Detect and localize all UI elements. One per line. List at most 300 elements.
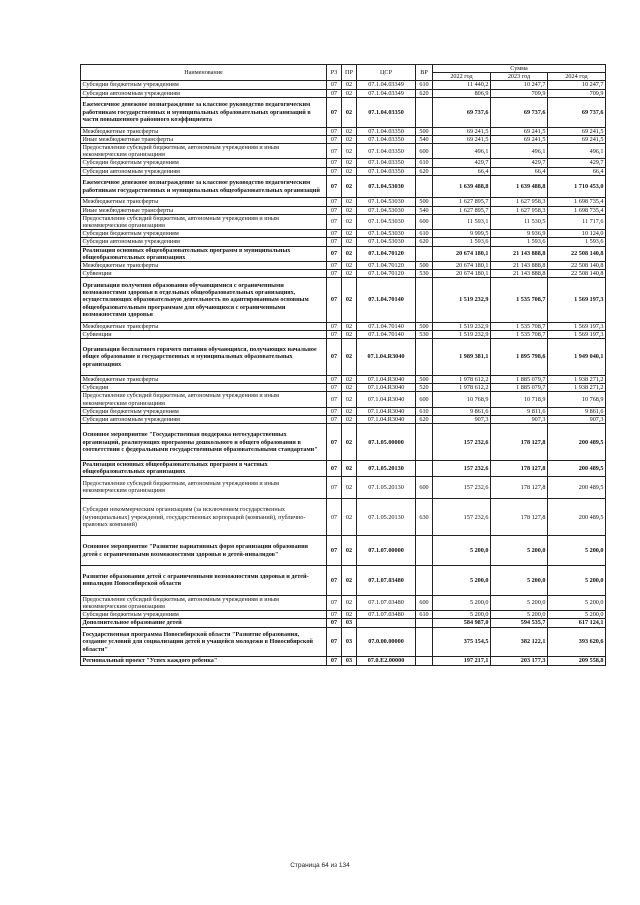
cell-2024: 10 768,9 xyxy=(548,392,606,407)
cell-2024: 1 698 735,4 xyxy=(548,198,606,206)
cell-2022: 5 200,0 xyxy=(433,536,491,566)
cell-2024: 69 241,5 xyxy=(548,127,606,135)
cell-pr: 02 xyxy=(342,206,357,214)
cell-2024: 5 200,0 xyxy=(548,536,606,566)
cell-vr: 610 xyxy=(416,81,433,89)
cell-2024: 496,1 xyxy=(548,144,606,159)
cell-2022: 10 768,9 xyxy=(433,392,491,407)
cell-2024: 709,9 xyxy=(548,89,606,97)
cell-2023: 21 143 888,8 xyxy=(491,270,548,278)
cell-2023: 178 127,8 xyxy=(491,499,548,536)
cell-csr: 07.1.04.03350 xyxy=(357,167,416,175)
cell-2024: 200 489,5 xyxy=(548,461,606,476)
cell-name: Основное мероприятие "Развитие вариативных форм организации образования детей с ограниченными возможностями здоровья и детей-инвалидов" xyxy=(81,536,327,566)
cell-vr: 500 xyxy=(416,322,433,330)
cell-pr: 02 xyxy=(342,536,357,566)
header-pr: ПР xyxy=(342,65,357,81)
cell-vr xyxy=(416,424,433,461)
table-row xyxy=(81,339,606,376)
cell-2022: 375 154,5 xyxy=(433,627,491,657)
cell-name: Субсидии бюджетным учреждениям xyxy=(81,611,327,619)
cell-vr xyxy=(416,339,433,376)
cell-2024: 10 124,0 xyxy=(548,230,606,238)
cell-2024: 22 508 140,8 xyxy=(548,270,606,278)
table-row xyxy=(81,566,606,596)
cell-2022: 157 232,6 xyxy=(433,424,491,461)
cell-pr: 02 xyxy=(342,424,357,461)
cell-csr: 07.1.07.03480 xyxy=(357,595,416,610)
cell-2024: 200 489,5 xyxy=(548,476,606,499)
cell-pr: 02 xyxy=(342,330,357,338)
cell-2023: 496,1 xyxy=(491,144,548,159)
cell-rz: 07 xyxy=(327,595,342,610)
cell-vr xyxy=(416,97,433,127)
cell-name: Государственная программа Новосибирской области "Развитие образования, создание условий для социализации детей и учащейся молодежи в Новосибирской области" xyxy=(81,627,327,657)
cell-rz: 07 xyxy=(327,167,342,175)
cell-pr: 02 xyxy=(342,476,357,499)
cell-2024: 1 938 271,2 xyxy=(548,384,606,392)
cell-pr: 02 xyxy=(342,81,357,89)
cell-2022: 197 217,1 xyxy=(433,657,491,665)
cell-vr: 540 xyxy=(416,206,433,214)
cell-name: Субвенции xyxy=(81,270,327,278)
cell-pr: 02 xyxy=(342,566,357,596)
cell-name: Субсидии xyxy=(81,384,327,392)
cell-csr: 07.1.04.R3040 xyxy=(357,376,416,384)
cell-2022: 157 232,6 xyxy=(433,476,491,499)
page-number: Страница 64 из 134 xyxy=(290,862,350,869)
table-row xyxy=(81,595,606,610)
cell-name: Предоставление субсидий бюджетным, автономным учреждениям и иным некоммерческим организациям xyxy=(81,214,327,229)
cell-vr: 540 xyxy=(416,135,433,143)
cell-csr: 07.1.05.00000 xyxy=(357,424,416,461)
table-row xyxy=(81,144,606,159)
cell-2022: 157 232,6 xyxy=(433,461,491,476)
cell-pr: 03 xyxy=(342,627,357,657)
cell-2023: 1 885 079,7 xyxy=(491,384,548,392)
table-row xyxy=(81,206,606,214)
cell-2022: 584 987,0 xyxy=(433,619,491,627)
cell-2024: 5 200,0 xyxy=(548,611,606,619)
header-vr: ВР xyxy=(416,65,433,81)
cell-2023: 594 535,7 xyxy=(491,619,548,627)
cell-2024: 429,7 xyxy=(548,159,606,167)
cell-pr: 02 xyxy=(342,262,357,270)
cell-2023: 709,9 xyxy=(491,89,548,97)
cell-2024: 22 508 140,8 xyxy=(548,262,606,270)
cell-2022: 157 232,6 xyxy=(433,499,491,536)
cell-name: Реализация основных общеобразовательных программ в муниципальных общеобразовательных организациях xyxy=(81,246,327,261)
table-row xyxy=(81,175,606,198)
cell-name: Межбюджетные трансферты xyxy=(81,127,327,135)
cell-2023: 178 127,8 xyxy=(491,476,548,499)
cell-2024: 22 508 140,8 xyxy=(548,246,606,261)
cell-2023: 69 241,5 xyxy=(491,127,548,135)
cell-vr xyxy=(416,278,433,322)
table-row xyxy=(81,619,606,627)
cell-pr: 02 xyxy=(342,595,357,610)
cell-2022: 5 200,0 xyxy=(433,611,491,619)
cell-2023: 9 936,9 xyxy=(491,230,548,238)
cell-csr: 07.1.04.R3040 xyxy=(357,339,416,376)
cell-pr: 02 xyxy=(342,144,357,159)
cell-rz: 07 xyxy=(327,499,342,536)
cell-pr: 02 xyxy=(342,135,357,143)
cell-csr: 07.1.07.03480 xyxy=(357,566,416,596)
cell-pr: 02 xyxy=(342,499,357,536)
table-row xyxy=(81,198,606,206)
cell-vr: 610 xyxy=(416,159,433,167)
cell-vr: 610 xyxy=(416,230,433,238)
cell-name: Ежемесячное денежное вознаграждение за классное руководство педагогическим работникам государственных и муниципальных образовательных организаций в части повышенного районного коэффициента xyxy=(81,97,327,127)
table-row xyxy=(81,322,606,330)
cell-2022: 5 200,0 xyxy=(433,566,491,596)
table-row xyxy=(81,262,606,270)
cell-csr: 07.1.04.R3040 xyxy=(357,407,416,415)
cell-rz: 07 xyxy=(327,424,342,461)
cell-name: Субсидии некоммерческим организациям (за исключением государственных (муниципальных) учреждений, государственных корпораций (компаний), публично-правовых компаний) xyxy=(81,499,327,536)
cell-2022: 1 627 895,7 xyxy=(433,198,491,206)
cell-2024: 907,3 xyxy=(548,416,606,424)
cell-name: Межбюджетные трансферты xyxy=(81,198,327,206)
cell-vr: 500 xyxy=(416,198,433,206)
cell-2024: 10 247,7 xyxy=(548,81,606,89)
cell-csr: 07.1.04.03350 xyxy=(357,135,416,143)
cell-vr: 600 xyxy=(416,392,433,407)
cell-csr: 07.1.04.53030 xyxy=(357,198,416,206)
table-row xyxy=(81,159,606,167)
cell-vr: 600 xyxy=(416,476,433,499)
cell-pr: 02 xyxy=(342,416,357,424)
cell-name: Развитие образования детей с ограниченными возможностями здоровья и детей-инвалидов Новосибирской области xyxy=(81,566,327,596)
cell-pr: 02 xyxy=(342,127,357,135)
cell-2022: 20 674 180,1 xyxy=(433,262,491,270)
cell-2023: 429,7 xyxy=(491,159,548,167)
cell-csr: 07.1.04.53030 xyxy=(357,175,416,198)
cell-2022: 907,3 xyxy=(433,416,491,424)
cell-name: Региональный проект "Успех каждого ребенка" xyxy=(81,657,327,665)
cell-csr: 07.1.04.70120 xyxy=(357,262,416,270)
cell-2023: 1 895 798,6 xyxy=(491,339,548,376)
cell-2023: 9 811,6 xyxy=(491,407,548,415)
cell-rz: 07 xyxy=(327,262,342,270)
cell-2023: 382 122,1 xyxy=(491,627,548,657)
cell-2023: 5 200,0 xyxy=(491,611,548,619)
table-row xyxy=(81,476,606,499)
cell-name: Реализация основных общеобразовательных программ в частных общеобразовательных организациях xyxy=(81,461,327,476)
cell-2023: 1 535 708,7 xyxy=(491,278,548,322)
cell-pr: 02 xyxy=(342,322,357,330)
cell-csr: 07.0.E2.00000 xyxy=(357,657,416,665)
cell-pr: 02 xyxy=(342,392,357,407)
cell-2022: 69 241,5 xyxy=(433,127,491,135)
table-row xyxy=(81,127,606,135)
table-row xyxy=(81,627,606,657)
cell-2024: 11 717,6 xyxy=(548,214,606,229)
cell-vr: 530 xyxy=(416,330,433,338)
cell-pr: 02 xyxy=(342,270,357,278)
cell-vr xyxy=(416,246,433,261)
cell-2022: 1 593,6 xyxy=(433,238,491,246)
cell-csr: 07.1.04.03349 xyxy=(357,89,416,97)
cell-2022: 1 519 232,9 xyxy=(433,330,491,338)
cell-pr: 03 xyxy=(342,619,357,627)
cell-2024: 1 569 197,3 xyxy=(548,322,606,330)
cell-csr: 07.1.04.70140 xyxy=(357,278,416,322)
cell-2022: 429,7 xyxy=(433,159,491,167)
table-row xyxy=(81,376,606,384)
cell-name: Ежемесячное денежное вознаграждение за классное руководство педагогическим работникам государственных и муниципальных общеобразовательных организаций xyxy=(81,175,327,198)
cell-vr xyxy=(416,461,433,476)
header-csr: ЦСР xyxy=(357,65,416,81)
cell-2022: 1 978 612,2 xyxy=(433,376,491,384)
cell-name: Межбюджетные трансферты xyxy=(81,322,327,330)
cell-vr: 620 xyxy=(416,238,433,246)
cell-2024: 209 558,8 xyxy=(548,657,606,665)
cell-rz: 07 xyxy=(327,238,342,246)
table-row xyxy=(81,330,606,338)
cell-csr: 07.1.04.70120 xyxy=(357,270,416,278)
cell-name: Субсидии автономным учреждениям xyxy=(81,416,327,424)
cell-2023: 5 200,0 xyxy=(491,566,548,596)
cell-2024: 69 241,5 xyxy=(548,135,606,143)
table-header xyxy=(81,65,606,81)
cell-csr: 07.1.04.03350 xyxy=(357,144,416,159)
cell-pr: 02 xyxy=(342,238,357,246)
cell-vr xyxy=(416,627,433,657)
cell-csr xyxy=(357,619,416,627)
cell-vr xyxy=(416,536,433,566)
cell-2023: 1 639 488,8 xyxy=(491,175,548,198)
cell-rz: 07 xyxy=(327,81,342,89)
cell-2024: 1 593,6 xyxy=(548,238,606,246)
cell-2022: 496,1 xyxy=(433,144,491,159)
cell-2023: 178 127,8 xyxy=(491,461,548,476)
cell-rz: 07 xyxy=(327,246,342,261)
cell-2024: 200 489,5 xyxy=(548,499,606,536)
cell-2024: 1 949 040,1 xyxy=(548,339,606,376)
table-row xyxy=(81,135,606,143)
cell-vr xyxy=(416,175,433,198)
cell-pr: 02 xyxy=(342,198,357,206)
cell-rz: 07 xyxy=(327,230,342,238)
cell-name: Межбюджетные трансферты xyxy=(81,376,327,384)
cell-name: Субсидии бюджетным учреждениям xyxy=(81,407,327,415)
cell-vr xyxy=(416,619,433,627)
budget-table xyxy=(80,64,606,666)
cell-vr: 630 xyxy=(416,499,433,536)
cell-2022: 1 978 612,2 xyxy=(433,384,491,392)
cell-csr: 07.1.04.R3040 xyxy=(357,392,416,407)
cell-2024: 1 569 197,3 xyxy=(548,278,606,322)
cell-2022: 9 999,5 xyxy=(433,230,491,238)
cell-rz: 07 xyxy=(327,611,342,619)
cell-rz: 07 xyxy=(327,127,342,135)
cell-rz: 07 xyxy=(327,416,342,424)
cell-name: Субвенции xyxy=(81,330,327,338)
cell-vr: 620 xyxy=(416,89,433,97)
cell-name: Организация бесплатного горячего питания обучающихся, получающих начальное общее образование в государственных и муниципальных образовательных организациях xyxy=(81,339,327,376)
header-sum: Сумма xyxy=(433,65,606,73)
cell-2022: 806,9 xyxy=(433,89,491,97)
cell-pr: 02 xyxy=(342,167,357,175)
table-row xyxy=(81,81,606,89)
table-row xyxy=(81,392,606,407)
cell-csr: 07.1.04.53030 xyxy=(357,230,416,238)
cell-csr: 07.1.07.00000 xyxy=(357,536,416,566)
cell-rz: 07 xyxy=(327,322,342,330)
cell-2023: 1 535 708,7 xyxy=(491,322,548,330)
cell-pr: 02 xyxy=(342,278,357,322)
cell-2023: 1 885 079,7 xyxy=(491,376,548,384)
cell-rz: 07 xyxy=(327,627,342,657)
cell-2024: 1 698 735,4 xyxy=(548,206,606,214)
cell-2024: 393 620,6 xyxy=(548,627,606,657)
cell-2022: 1 627 895,7 xyxy=(433,206,491,214)
cell-csr: 07.1.05.20130 xyxy=(357,499,416,536)
table-body xyxy=(81,81,606,665)
cell-name: Субсидии автономным учреждениям xyxy=(81,89,327,97)
cell-rz: 07 xyxy=(327,407,342,415)
cell-rz: 07 xyxy=(327,330,342,338)
cell-csr: 07.1.07.03480 xyxy=(357,611,416,619)
cell-2024: 1 569 197,3 xyxy=(548,330,606,338)
cell-name: Организация получения образования обучающимися с ограниченными возможностями здоровья в отдельных общеобразовательных организациях, осуществляющих образовательную деятельность по адаптированным основным общеобразовательным программам для обучающихся с ограниченными возможностями здоровья xyxy=(81,278,327,322)
cell-2023: 907,3 xyxy=(491,416,548,424)
cell-pr: 02 xyxy=(342,384,357,392)
cell-vr: 610 xyxy=(416,611,433,619)
cell-pr: 02 xyxy=(342,461,357,476)
cell-name: Предоставление субсидий бюджетным, автономным учреждениям и иным некоммерческим организациям xyxy=(81,144,327,159)
cell-rz: 07 xyxy=(327,159,342,167)
cell-pr: 02 xyxy=(342,407,357,415)
cell-2022: 20 674 180,1 xyxy=(433,246,491,261)
cell-2023: 1 627 958,3 xyxy=(491,206,548,214)
table-row xyxy=(81,416,606,424)
cell-2023: 1 535 708,7 xyxy=(491,330,548,338)
cell-rz: 07 xyxy=(327,97,342,127)
cell-2023: 66,4 xyxy=(491,167,548,175)
header-year-2023: 2023 год xyxy=(491,73,548,81)
cell-2022: 11 440,2 xyxy=(433,81,491,89)
cell-2024: 5 200,0 xyxy=(548,566,606,596)
cell-2022: 1 639 488,8 xyxy=(433,175,491,198)
cell-pr: 02 xyxy=(342,159,357,167)
cell-csr: 07.1.04.53030 xyxy=(357,206,416,214)
cell-2023: 69 737,6 xyxy=(491,97,548,127)
cell-csr: 07.0.00.00000 xyxy=(357,627,416,657)
cell-vr xyxy=(416,657,433,665)
cell-2022: 69 241,5 xyxy=(433,135,491,143)
cell-csr: 07.1.04.70120 xyxy=(357,246,416,261)
cell-2022: 1 519 232,9 xyxy=(433,278,491,322)
cell-rz: 07 xyxy=(327,175,342,198)
cell-2024: 1 710 453,0 xyxy=(548,175,606,198)
cell-name: Предоставление субсидий бюджетным, автономным учреждениям и иным некоммерческим организациям xyxy=(81,476,327,499)
cell-vr: 530 xyxy=(416,270,433,278)
cell-csr: 07.1.04.03349 xyxy=(357,81,416,89)
cell-vr: 500 xyxy=(416,127,433,135)
cell-2022: 66,4 xyxy=(433,167,491,175)
table-row xyxy=(81,246,606,261)
cell-csr: 07.1.05.20130 xyxy=(357,461,416,476)
cell-2023: 1 593,6 xyxy=(491,238,548,246)
cell-2023: 69 241,5 xyxy=(491,135,548,143)
cell-2022: 1 989 381,1 xyxy=(433,339,491,376)
table-row xyxy=(81,499,606,536)
cell-pr: 02 xyxy=(342,246,357,261)
table-row xyxy=(81,657,606,665)
cell-rz: 07 xyxy=(327,278,342,322)
cell-vr: 600 xyxy=(416,595,433,610)
cell-2024: 69 737,6 xyxy=(548,97,606,127)
cell-name: Субсидии бюджетным учреждениям xyxy=(81,230,327,238)
cell-2022: 1 519 232,9 xyxy=(433,322,491,330)
cell-name: Иные межбюджетные трансферты xyxy=(81,206,327,214)
cell-vr: 620 xyxy=(416,167,433,175)
cell-name: Основное мероприятие "Государственная поддержка негосударственных организаций, реализующих программы дошкольного и общего образования в соответствии с федеральными государственными образовательными стандартами" xyxy=(81,424,327,461)
cell-rz: 07 xyxy=(327,619,342,627)
table-row xyxy=(81,230,606,238)
cell-vr: 520 xyxy=(416,384,433,392)
table-row xyxy=(81,536,606,566)
cell-rz: 07 xyxy=(327,384,342,392)
cell-name: Субсидии автономным учреждениям xyxy=(81,167,327,175)
header-year-2024: 2024 год xyxy=(548,73,606,81)
cell-2023: 10 718,9 xyxy=(491,392,548,407)
cell-csr: 07.1.04.03350 xyxy=(357,159,416,167)
cell-pr: 02 xyxy=(342,339,357,376)
cell-2024: 1 938 271,2 xyxy=(548,376,606,384)
cell-name: Субсидии автономным учреждениям xyxy=(81,238,327,246)
cell-pr: 02 xyxy=(342,214,357,229)
cell-rz: 07 xyxy=(327,198,342,206)
cell-2023: 1 627 958,3 xyxy=(491,198,548,206)
cell-csr: 07.1.04.R3040 xyxy=(357,384,416,392)
cell-rz: 07 xyxy=(327,657,342,665)
cell-2023: 203 177,3 xyxy=(491,657,548,665)
cell-pr: 02 xyxy=(342,97,357,127)
cell-name: Дополнительное образование детей xyxy=(81,619,327,627)
header-name: Наименование xyxy=(81,65,327,81)
cell-csr: 07.1.04.70140 xyxy=(357,322,416,330)
cell-2022: 11 593,1 xyxy=(433,214,491,229)
cell-2024: 617 124,1 xyxy=(548,619,606,627)
cell-2023: 21 143 888,8 xyxy=(491,262,548,270)
cell-2023: 178 127,8 xyxy=(491,424,548,461)
cell-vr: 620 xyxy=(416,416,433,424)
cell-rz: 07 xyxy=(327,376,342,384)
cell-2023: 10 247,7 xyxy=(491,81,548,89)
cell-vr xyxy=(416,566,433,596)
cell-pr: 02 xyxy=(342,230,357,238)
cell-rz: 07 xyxy=(327,536,342,566)
cell-vr: 600 xyxy=(416,144,433,159)
cell-name: Иные межбюджетные трансферты xyxy=(81,135,327,143)
cell-2023: 21 143 888,8 xyxy=(491,246,548,261)
table-row xyxy=(81,611,606,619)
cell-csr: 07.1.04.70140 xyxy=(357,330,416,338)
cell-2024: 200 489,5 xyxy=(548,424,606,461)
cell-csr: 07.1.04.03350 xyxy=(357,127,416,135)
table-row xyxy=(81,270,606,278)
cell-pr: 02 xyxy=(342,89,357,97)
cell-vr: 600 xyxy=(416,214,433,229)
table-row xyxy=(81,384,606,392)
cell-vr: 610 xyxy=(416,407,433,415)
header-year-2022: 2022 год xyxy=(433,73,491,81)
cell-csr: 07.1.05.20130 xyxy=(357,476,416,499)
